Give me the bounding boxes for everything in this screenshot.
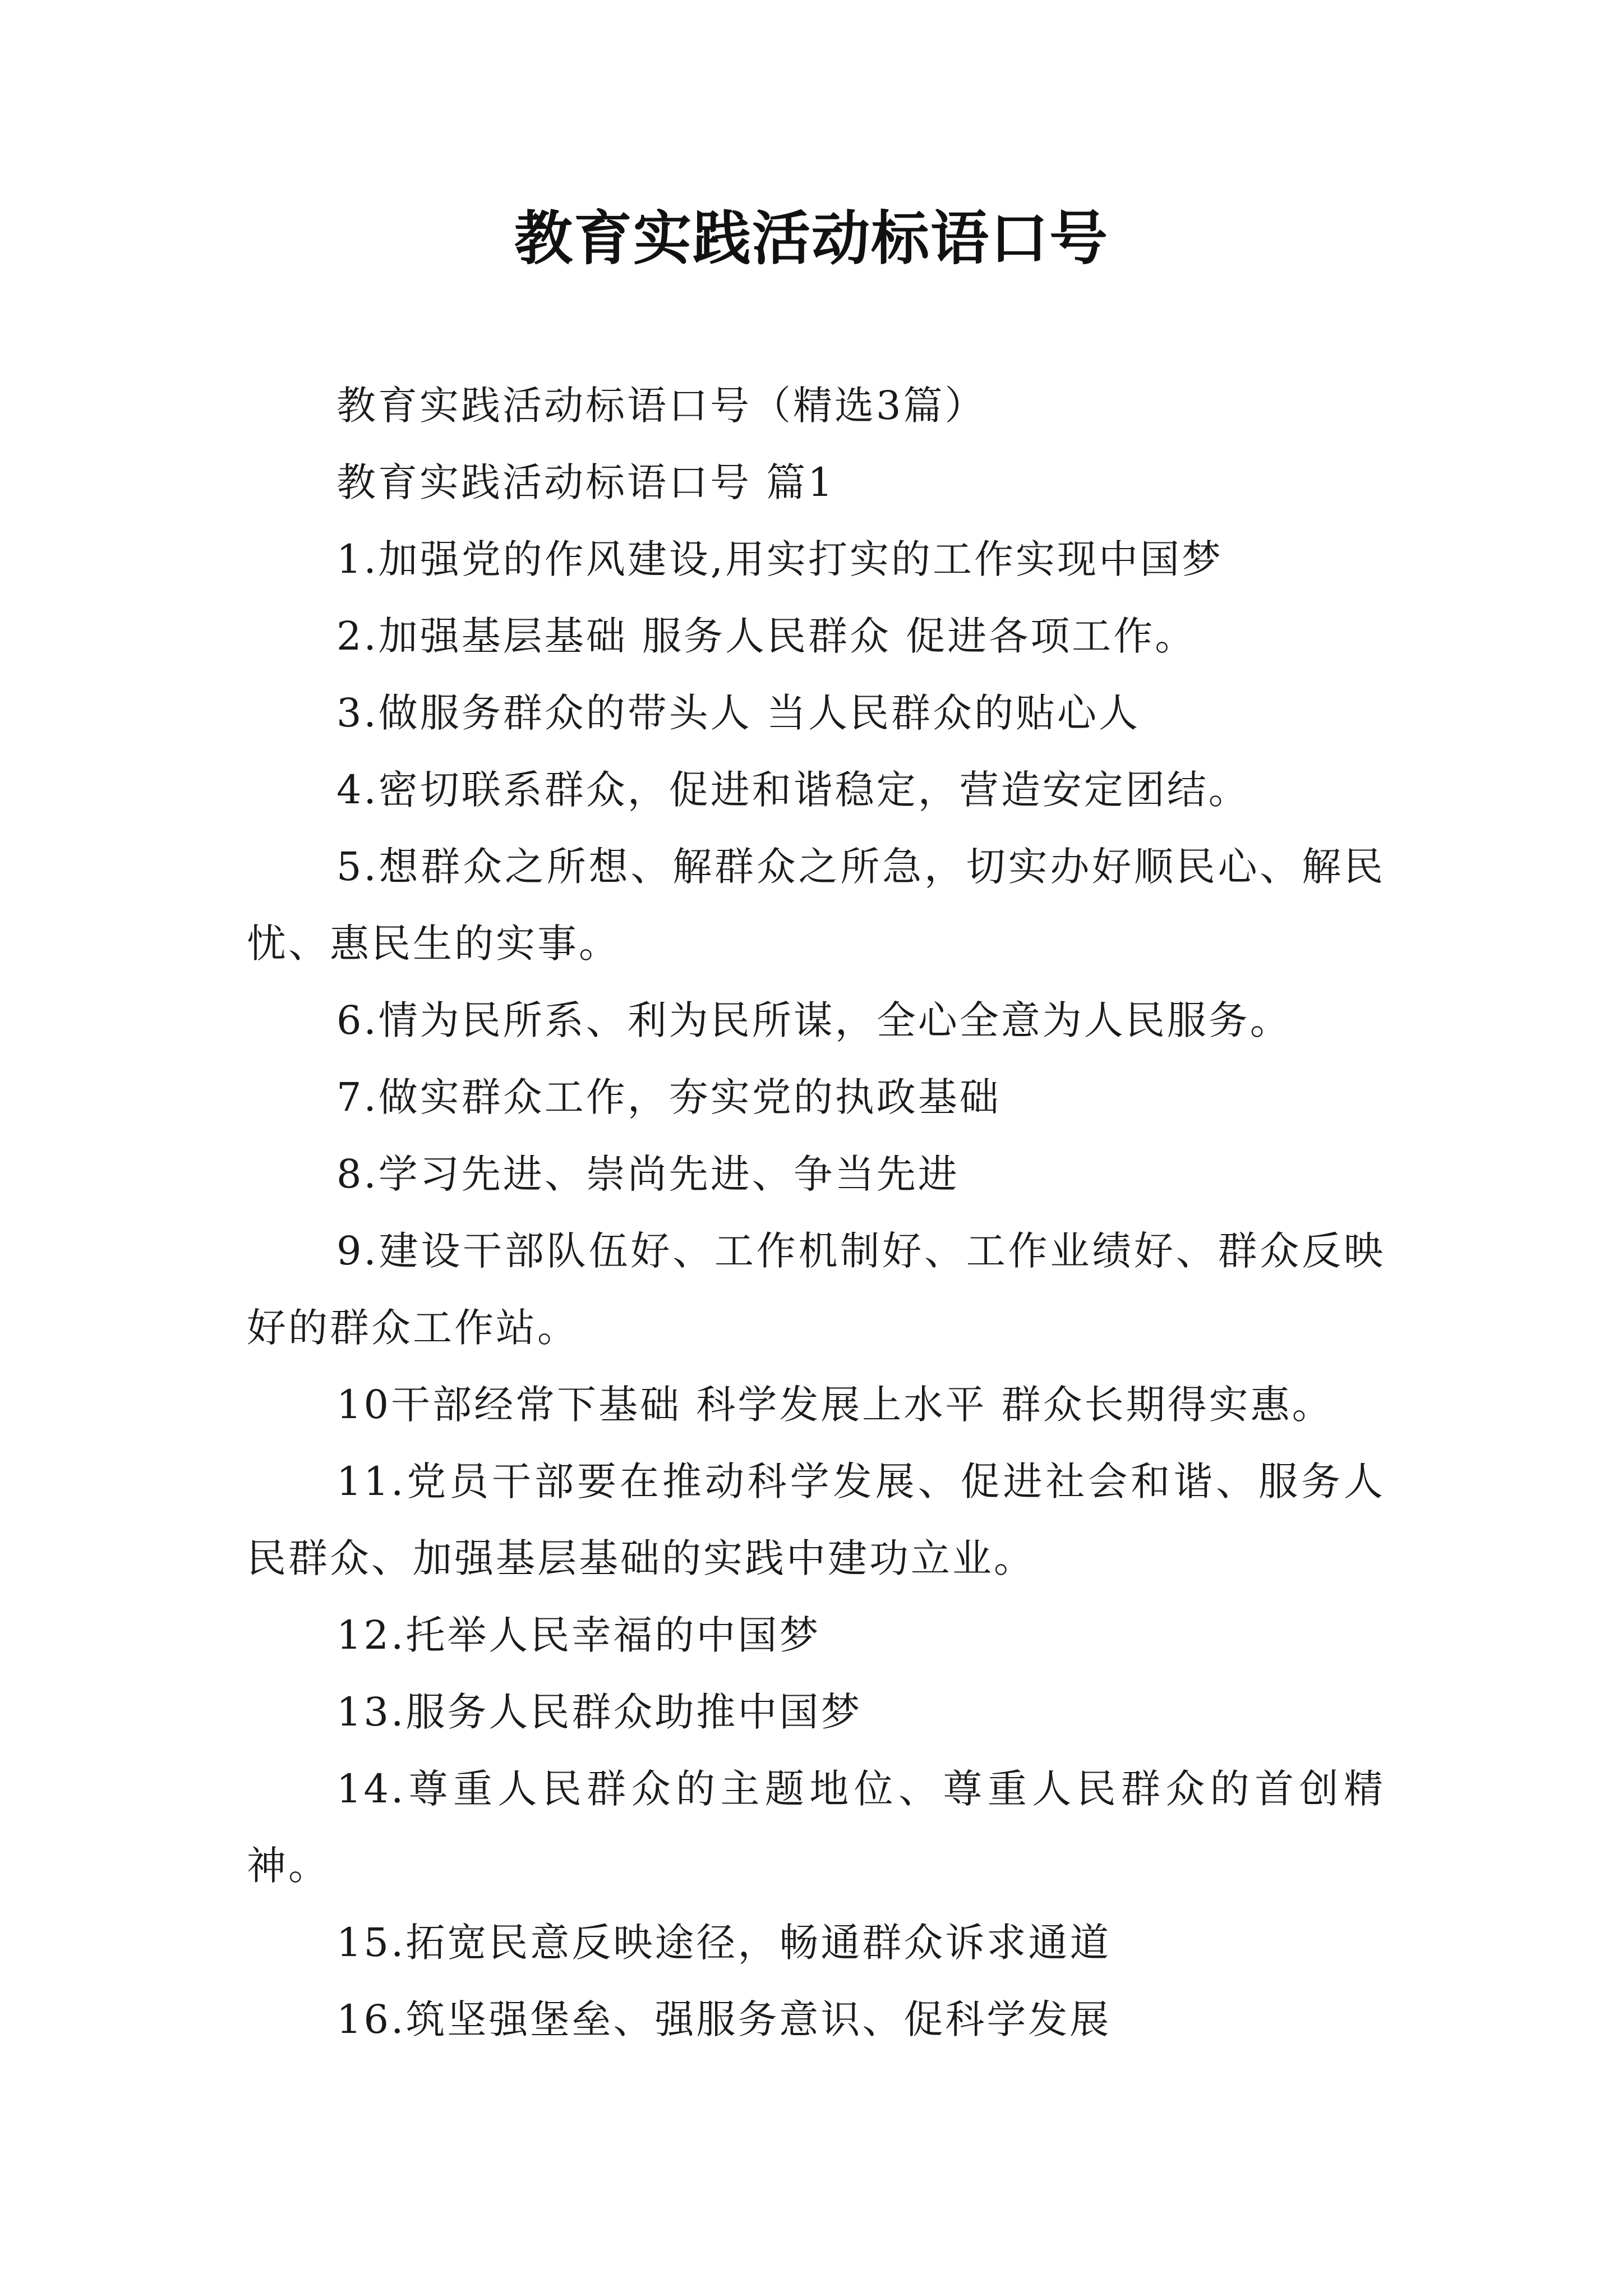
document-title: 教育实践活动标语口号 (514, 204, 1109, 273)
paragraph-item-16: 16.筑坚强堡垒、强服务意识、促科学发展 (336, 1996, 1112, 2042)
paragraph-item-5: 5.想群众之所想、解群众之所急，切实办好顺民心、解民忧、惠民生的实事。 (247, 844, 1385, 967)
paragraph-item-13: 13.服务人民群众助推中国梦 (336, 1689, 863, 1735)
paragraph-item-9: 9.建设干部队伍好、工作机制好、工作业绩好、群众反映好的群众工作站。 (247, 1228, 1385, 1351)
paragraph-item-14: 14.尊重人民群众的主题地位、尊重人民群众的首创精神。 (247, 1766, 1385, 1889)
paragraph-item-3: 3.做服务群众的带头人 当人民群众的贴心人 (336, 690, 1141, 736)
paragraph-item-1: 1.加强党的作风建设,用实打实的工作实现中国梦 (336, 536, 1224, 582)
paragraph-item-12: 12.托举人民幸福的中国梦 (336, 1612, 821, 1658)
paragraph-item-8: 8.学习先进、崇尚先进、争当先进 (336, 1151, 960, 1197)
paragraph-item-4: 4.密切联系群众，促进和谐稳定，营造安定团结。 (336, 767, 1250, 813)
paragraph-item-10: 10干部经常下基础 科学发展上水平 群众长期得实惠。 (336, 1382, 1334, 1428)
paragraph-section-heading: 教育实践活动标语口号 篇1 (336, 459, 835, 505)
paragraph-item-2: 2.加强基层基础 服务人民群众 促进各项工作。 (336, 613, 1197, 659)
document-body (247, 367, 1385, 2058)
paragraph-item-7: 7.做实群众工作，夯实党的执政基础 (336, 1074, 1001, 1120)
paragraph-subtitle: 教育实践活动标语口号（精选3篇） (336, 383, 986, 429)
paragraph-item-11: 11.党员干部要在推动科学发展、促进社会和谐、服务人民群众、加强基层基础的实践中建功立业。 (247, 1458, 1385, 1581)
paragraph-item-15: 15.拓宽民意反映途径，畅通群众诉求通道 (336, 1920, 1112, 1966)
paragraph-item-6: 6.情为民所系、利为民所谋，全心全意为人民服务。 (336, 997, 1292, 1043)
